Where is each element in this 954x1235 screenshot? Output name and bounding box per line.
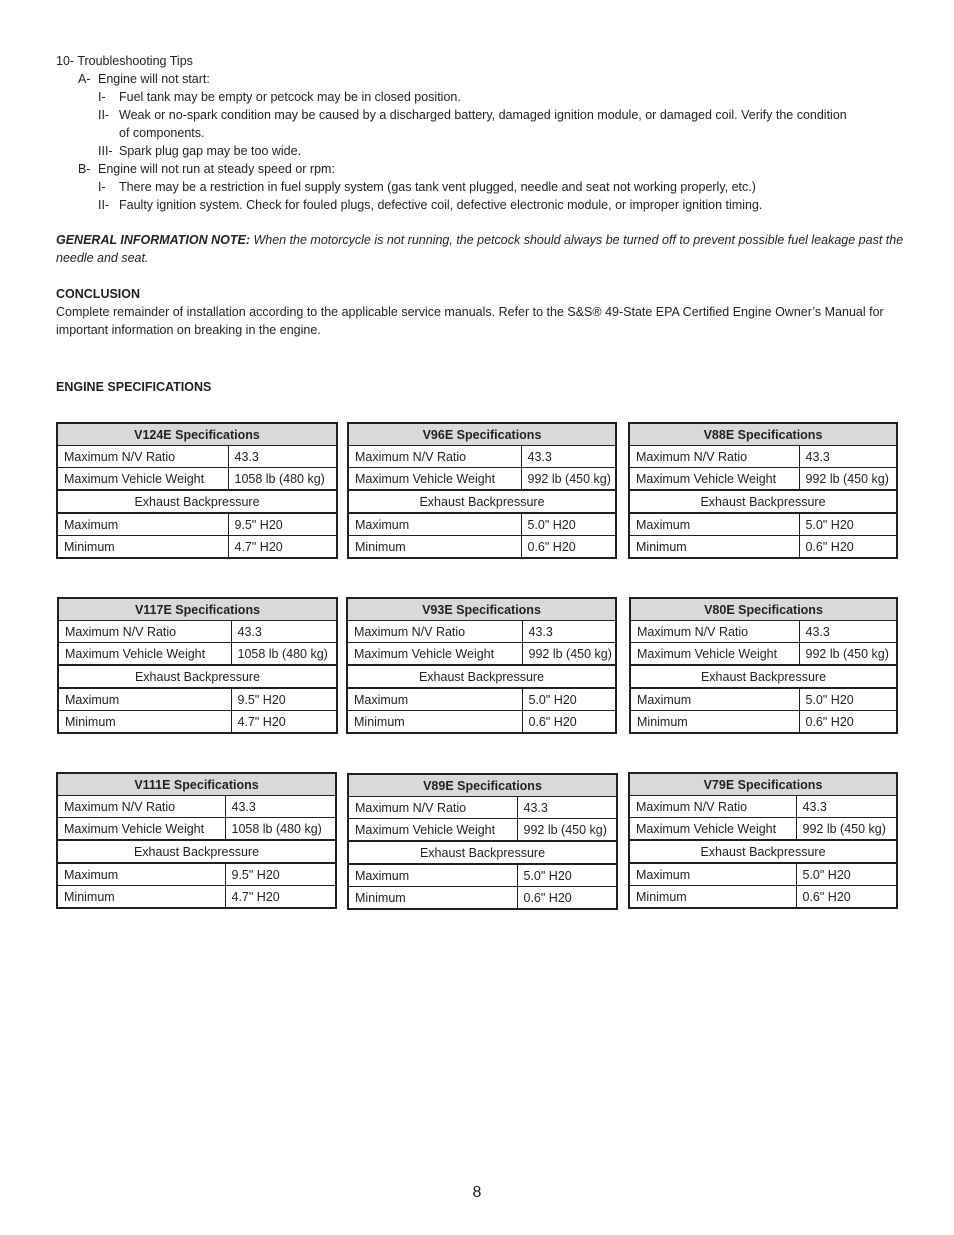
vehicle-weight-value: 1058 lb (480 kg) xyxy=(231,643,337,666)
row-label: Maximum Vehicle Weight xyxy=(57,818,225,841)
row-label: Maximum N/V Ratio xyxy=(57,446,228,468)
spec-table-title: V79E Specifications xyxy=(629,773,897,796)
row-label: Maximum N/V Ratio xyxy=(58,621,231,643)
row-label: Maximum N/V Ratio xyxy=(348,797,517,819)
exhaust-backpressure-label: Exhaust Backpressure xyxy=(57,840,336,863)
min-backpressure-value: 0.6" H20 xyxy=(799,711,897,734)
row-label: Maximum Vehicle Weight xyxy=(57,468,228,491)
row-label: Maximum N/V Ratio xyxy=(630,621,799,643)
spec-table xyxy=(56,422,338,559)
nv-ratio-value: 43.3 xyxy=(799,621,897,643)
section-heading: 10- Troubleshooting Tips xyxy=(56,54,193,68)
list-marker: A- xyxy=(78,72,91,86)
conclusion-text: Complete remainder of installation according to the applicable service manuals. Refer to the S&S® 49-State EPA Certified Engine Owner’s Manual for xyxy=(56,305,884,319)
engine-specifications-heading: ENGINE SPECIFICATIONS xyxy=(56,380,212,394)
conclusion-heading: CONCLUSION xyxy=(56,287,141,301)
list-item: There may be a restriction in fuel supply system (gas tank vent plugged, needle and seat not working properly, etc.) xyxy=(119,180,756,194)
row-label: Maximum Vehicle Weight xyxy=(58,643,231,666)
nv-ratio-value: 43.3 xyxy=(799,446,897,468)
row-label: Minimum xyxy=(630,711,799,734)
spec-table xyxy=(628,422,898,559)
vehicle-weight-value: 1058 lb (480 kg) xyxy=(228,468,337,491)
vehicle-weight-value: 992 lb (450 kg) xyxy=(796,818,897,841)
max-backpressure-value: 5.0" H20 xyxy=(522,688,616,711)
exhaust-backpressure-label: Exhaust Backpressure xyxy=(348,490,616,513)
row-label: Maximum xyxy=(58,688,231,711)
min-backpressure-value: 0.6" H20 xyxy=(517,887,617,910)
spec-table xyxy=(346,597,617,734)
nv-ratio-value: 43.3 xyxy=(225,796,336,818)
row-label: Minimum xyxy=(348,887,517,910)
row-label: Minimum xyxy=(629,886,796,909)
min-backpressure-value: 4.7" H20 xyxy=(231,711,337,734)
row-label: Maximum xyxy=(629,863,796,886)
vehicle-weight-value: 992 lb (450 kg) xyxy=(799,643,897,666)
exhaust-backpressure-label: Exhaust Backpressure xyxy=(57,490,337,513)
min-backpressure-value: 0.6" H20 xyxy=(521,536,616,559)
row-label: Minimum xyxy=(348,536,521,559)
list-item-title: Engine will not start: xyxy=(98,72,210,86)
max-backpressure-value: 5.0" H20 xyxy=(521,513,616,536)
exhaust-backpressure-label: Exhaust Backpressure xyxy=(629,490,897,513)
spec-table-title: V93E Specifications xyxy=(347,598,616,621)
nv-ratio-value: 43.3 xyxy=(522,621,616,643)
spec-table xyxy=(347,422,617,559)
exhaust-backpressure-label: Exhaust Backpressure xyxy=(348,841,617,864)
row-label: Maximum xyxy=(629,513,799,536)
list-marker: I- xyxy=(98,90,106,104)
row-label: Maximum N/V Ratio xyxy=(347,621,522,643)
conclusion-text-continuation: important information on breaking in the engine. xyxy=(56,323,321,337)
list-item: Fuel tank may be empty or petcock may be in closed position. xyxy=(119,90,461,104)
row-label: Maximum N/V Ratio xyxy=(629,796,796,818)
max-backpressure-value: 5.0" H20 xyxy=(799,513,897,536)
note-text-continuation: needle and seat. xyxy=(56,251,149,265)
spec-table xyxy=(56,772,337,909)
exhaust-backpressure-label: Exhaust Backpressure xyxy=(629,840,897,863)
row-label: Minimum xyxy=(57,886,225,909)
row-label: Minimum xyxy=(629,536,799,559)
nv-ratio-value: 43.3 xyxy=(521,446,616,468)
row-label: Minimum xyxy=(57,536,228,559)
row-label: Maximum Vehicle Weight xyxy=(348,468,521,491)
spec-table xyxy=(629,597,898,734)
row-label: Minimum xyxy=(58,711,231,734)
row-label: Maximum Vehicle Weight xyxy=(629,468,799,491)
max-backpressure-value: 9.5" H20 xyxy=(231,688,337,711)
note-label: GENERAL INFORMATION NOTE: xyxy=(56,233,250,247)
row-label: Maximum N/V Ratio xyxy=(57,796,225,818)
min-backpressure-value: 4.7" H20 xyxy=(228,536,337,559)
spec-table-title: V80E Specifications xyxy=(630,598,897,621)
row-label: Maximum xyxy=(57,513,228,536)
spec-table-title: V111E Specifications xyxy=(57,773,336,796)
row-label: Maximum N/V Ratio xyxy=(629,446,799,468)
list-marker: II- xyxy=(98,108,110,122)
row-label: Maximum xyxy=(348,864,517,887)
min-backpressure-value: 0.6" H20 xyxy=(796,886,897,909)
spec-table-title: V88E Specifications xyxy=(629,423,897,446)
nv-ratio-value: 43.3 xyxy=(231,621,337,643)
max-backpressure-value: 5.0" H20 xyxy=(799,688,897,711)
nv-ratio-value: 43.3 xyxy=(228,446,337,468)
min-backpressure-value: 0.6" H20 xyxy=(522,711,616,734)
row-label: Maximum Vehicle Weight xyxy=(629,818,796,841)
list-item-continuation: of components. xyxy=(119,126,205,140)
exhaust-backpressure-label: Exhaust Backpressure xyxy=(347,665,616,688)
list-item: Spark plug gap may be too wide. xyxy=(119,144,302,158)
row-label: Minimum xyxy=(347,711,522,734)
spec-table-title: V124E Specifications xyxy=(57,423,337,446)
vehicle-weight-value: 992 lb (450 kg) xyxy=(521,468,616,491)
spec-table-title: V117E Specifications xyxy=(58,598,337,621)
max-backpressure-value: 5.0" H20 xyxy=(517,864,617,887)
vehicle-weight-value: 992 lb (450 kg) xyxy=(522,643,616,666)
nv-ratio-value: 43.3 xyxy=(517,797,617,819)
spec-table xyxy=(57,597,338,734)
row-label: Maximum xyxy=(347,688,522,711)
exhaust-backpressure-label: Exhaust Backpressure xyxy=(630,665,897,688)
row-label: Maximum N/V Ratio xyxy=(348,446,521,468)
row-label: Maximum xyxy=(348,513,521,536)
list-item: Faulty ignition system. Check for fouled plugs, defective coil, defective electronic module, or improper ignition timing. xyxy=(119,198,763,212)
row-label: Maximum xyxy=(57,863,225,886)
exhaust-backpressure-label: Exhaust Backpressure xyxy=(58,665,337,688)
min-backpressure-value: 0.6" H20 xyxy=(799,536,897,559)
list-marker: II- xyxy=(98,198,110,212)
row-label: Maximum Vehicle Weight xyxy=(347,643,522,666)
row-label: Maximum Vehicle Weight xyxy=(348,819,517,842)
nv-ratio-value: 43.3 xyxy=(796,796,897,818)
max-backpressure-value: 5.0" H20 xyxy=(796,863,897,886)
row-label: Maximum Vehicle Weight xyxy=(630,643,799,666)
list-marker: I- xyxy=(98,180,106,194)
vehicle-weight-value: 992 lb (450 kg) xyxy=(799,468,897,491)
min-backpressure-value: 4.7" H20 xyxy=(225,886,336,909)
max-backpressure-value: 9.5" H20 xyxy=(228,513,337,536)
max-backpressure-value: 9.5" H20 xyxy=(225,863,336,886)
spec-table xyxy=(347,773,618,910)
row-label: Maximum xyxy=(630,688,799,711)
list-item-title: Engine will not run at steady speed or rpm: xyxy=(98,162,335,176)
page-number: 8 xyxy=(472,1184,482,1201)
list-marker: B- xyxy=(78,162,91,176)
vehicle-weight-value: 1058 lb (480 kg) xyxy=(225,818,336,841)
vehicle-weight-value: 992 lb (450 kg) xyxy=(517,819,617,842)
note-text: When the motorcycle is not running, the petcock should always be turned off to prevent possible fuel leakage past the xyxy=(249,233,904,247)
list-item: Weak or no-spark condition may be caused by a discharged battery, damaged ignition module, or damaged coil. Verify the condition xyxy=(119,108,847,122)
list-marker: III- xyxy=(98,144,113,158)
spec-table-title: V96E Specifications xyxy=(348,423,616,446)
spec-table xyxy=(628,772,898,909)
spec-table-title: V89E Specifications xyxy=(348,774,617,797)
